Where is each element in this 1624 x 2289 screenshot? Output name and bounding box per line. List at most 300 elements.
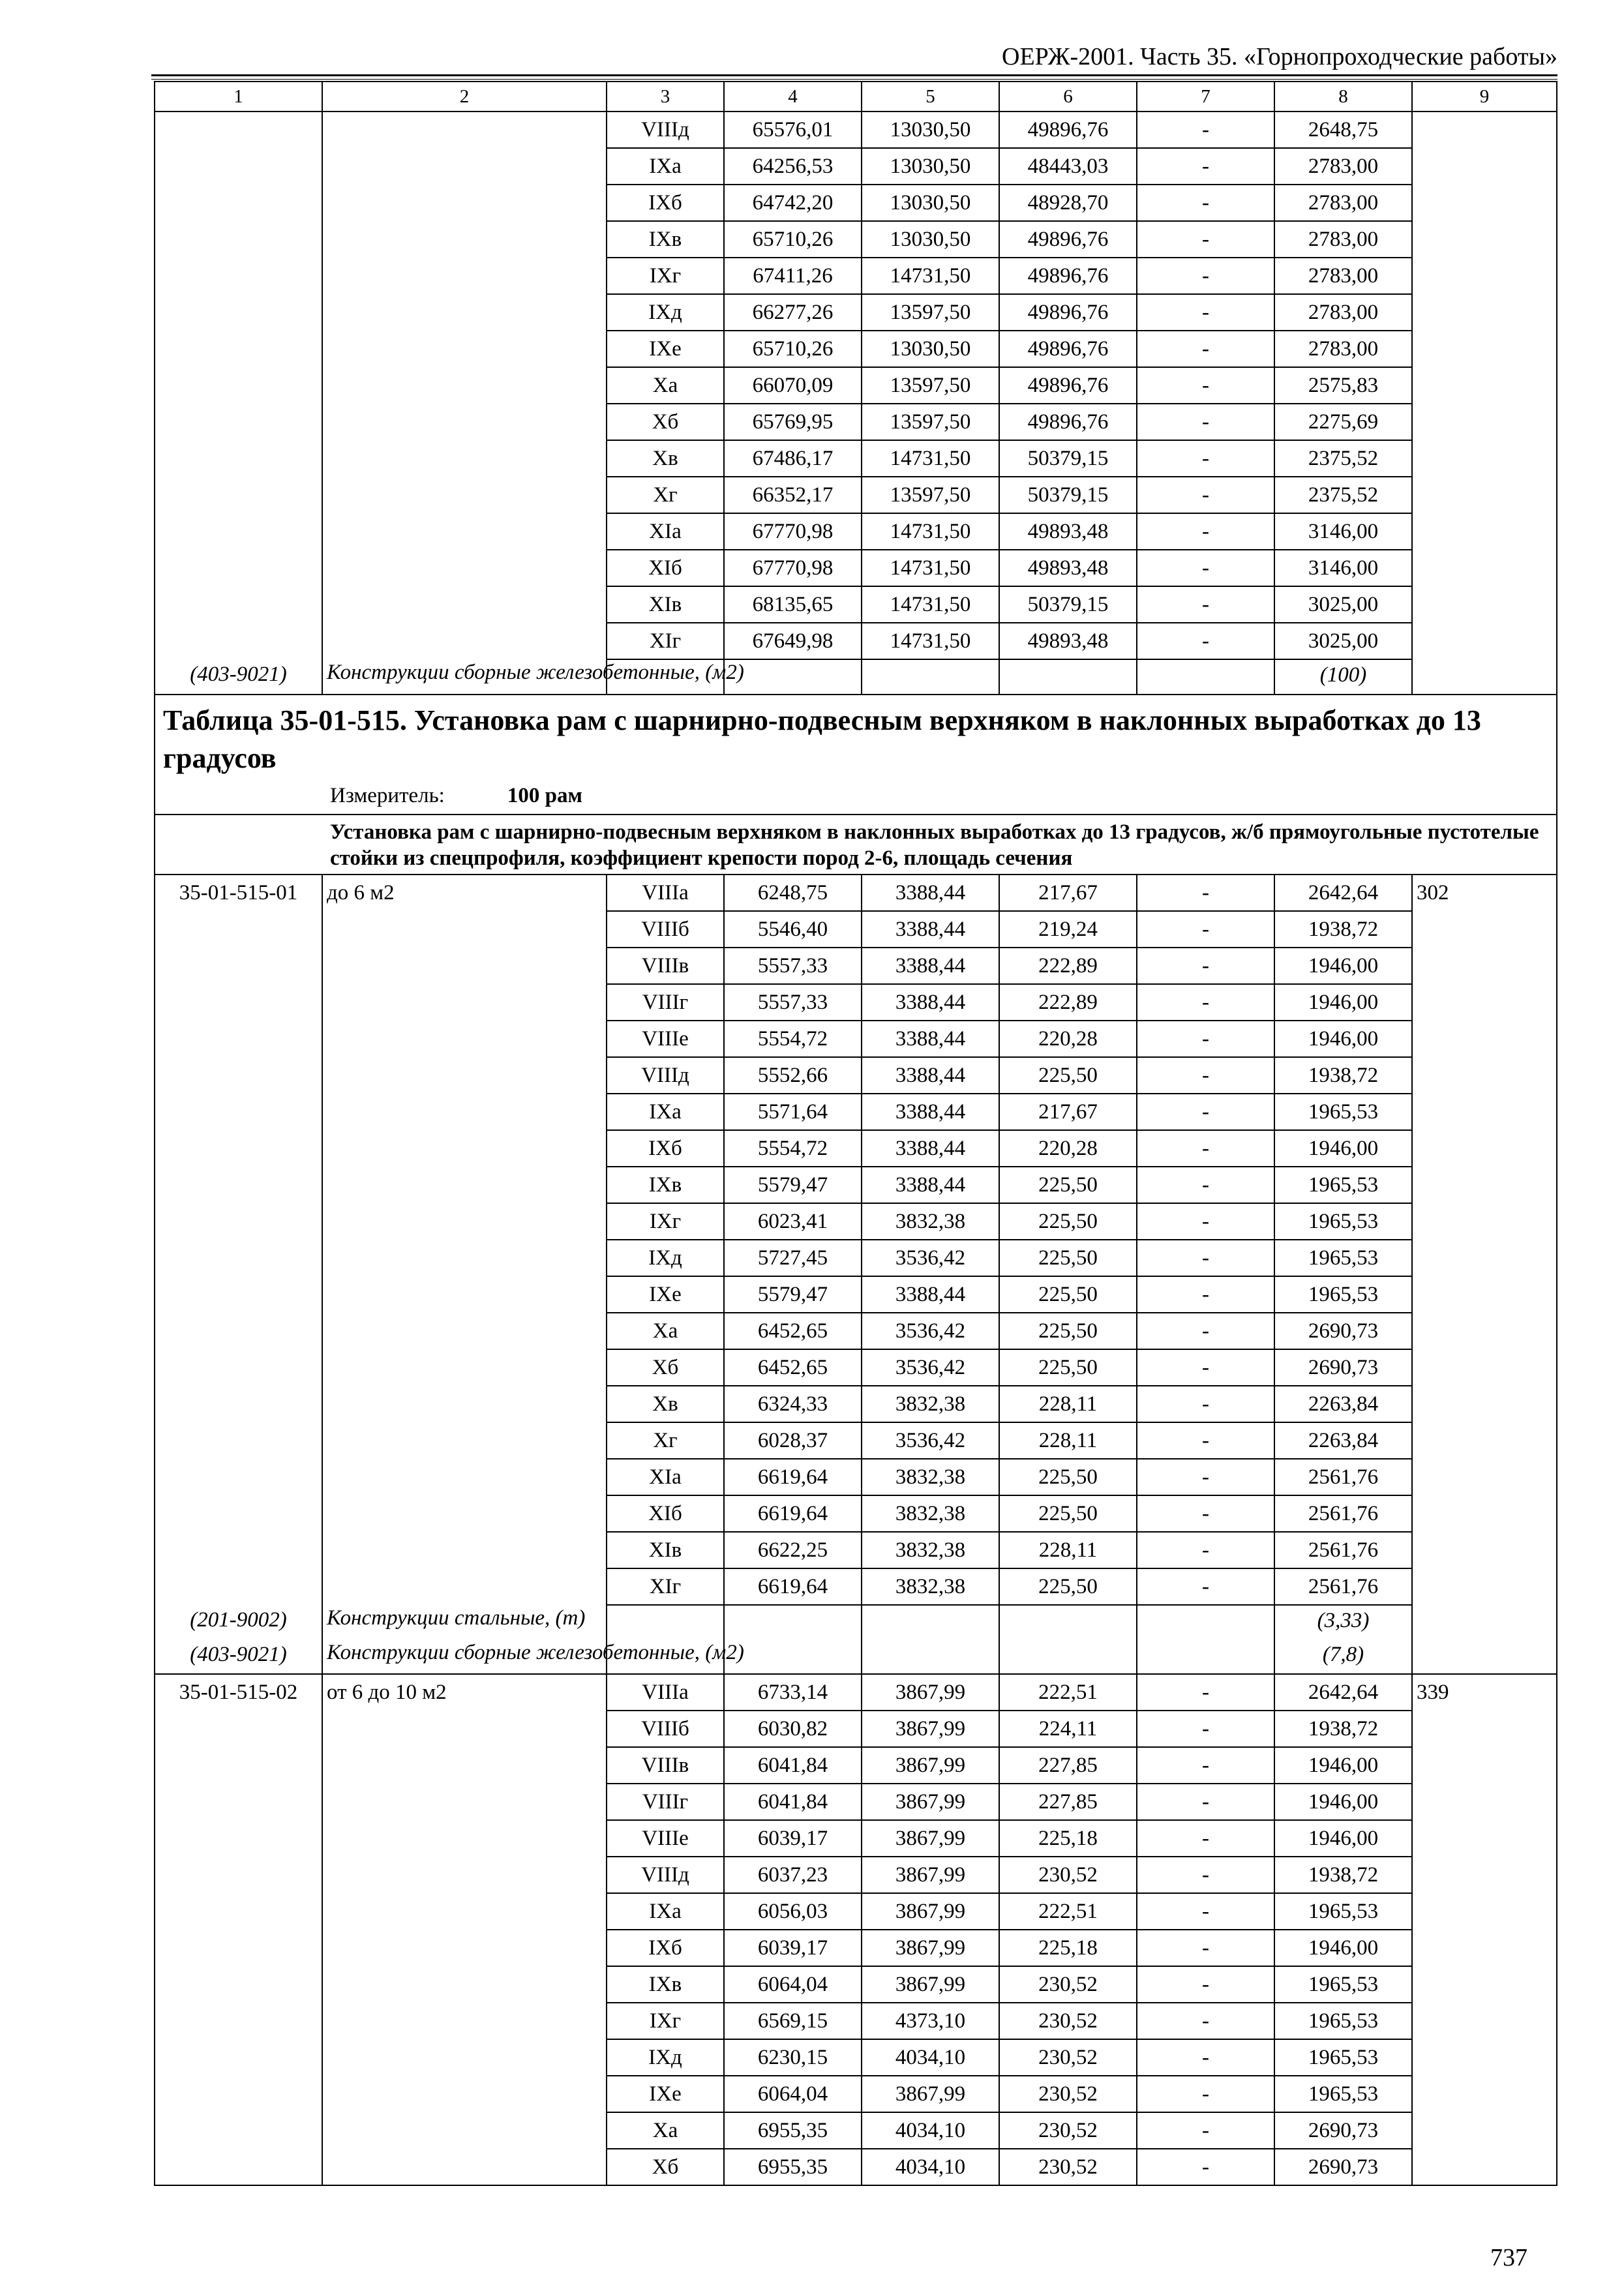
machine-cost: 230,52 — [999, 1857, 1137, 1893]
table-row — [155, 1674, 1557, 1711]
labor-cost: 3867,99 — [862, 1820, 999, 1857]
table-row — [155, 1966, 1557, 2003]
table-row — [155, 1532, 1557, 1568]
norm-code — [155, 1313, 322, 1349]
extra-value — [1412, 1094, 1557, 1130]
labor-hours: 2690,73 — [1274, 2112, 1412, 2149]
table-row — [155, 1893, 1557, 1930]
rock-category: Xв — [607, 440, 724, 477]
labor-hours: 1965,53 — [1274, 2003, 1412, 2039]
rock-category: IXв — [607, 1167, 724, 1203]
table-row — [155, 1057, 1557, 1094]
machine-cost: 220,28 — [999, 1130, 1137, 1167]
total-cost: 65576,01 — [724, 112, 862, 148]
labor-cost: 3536,42 — [862, 1422, 999, 1459]
labor-hours: 2783,00 — [1274, 185, 1412, 221]
extra-value — [1412, 1386, 1557, 1422]
table-row — [155, 1203, 1557, 1240]
machinist-wage: - — [1137, 440, 1274, 477]
machine-cost: 48928,70 — [999, 185, 1137, 221]
rock-category: XIб — [607, 550, 724, 586]
column-number: 6 — [999, 82, 1137, 112]
machine-cost: 230,52 — [999, 1966, 1137, 2003]
extra-value — [1412, 185, 1557, 221]
machinist-wage: - — [1137, 185, 1274, 221]
norm-code — [155, 948, 322, 984]
labor-hours: 2561,76 — [1274, 1568, 1412, 1605]
rock-category: XIв — [607, 1532, 724, 1568]
machinist-wage: - — [1137, 550, 1274, 586]
labor-hours: 1965,53 — [1274, 1240, 1412, 1276]
labor-hours: 1965,53 — [1274, 2076, 1412, 2112]
labor-cost: 13597,50 — [862, 367, 999, 404]
material-name: Конструкции сборные железобетонные, (м2) — [322, 1639, 607, 1674]
norm-code — [155, 1276, 322, 1313]
total-cost: 66070,09 — [724, 367, 862, 404]
total-cost: 67486,17 — [724, 440, 862, 477]
extra-value — [1412, 2076, 1557, 2112]
table-row — [155, 1820, 1557, 1857]
meter-row — [155, 777, 1557, 815]
labor-hours: 2642,64 — [1274, 875, 1412, 911]
norm-name — [322, 1422, 607, 1459]
extra-value — [1412, 1276, 1557, 1313]
column-number: 2 — [322, 82, 607, 112]
total-cost: 67411,26 — [724, 258, 862, 294]
labor-cost: 3388,44 — [862, 1276, 999, 1313]
norm-code — [155, 2112, 322, 2149]
machine-cost: 224,11 — [999, 1711, 1137, 1747]
empty-cell — [999, 1605, 1137, 1639]
empty-cell — [607, 1605, 724, 1639]
machine-cost: 225,50 — [999, 1057, 1137, 1094]
extra-value — [1412, 911, 1557, 948]
total-cost: 5579,47 — [724, 1276, 862, 1313]
table-row — [155, 1930, 1557, 1966]
labor-hours: 1946,00 — [1274, 1747, 1412, 1784]
rock-category: VIIIа — [607, 1674, 724, 1711]
header-rule — [151, 74, 1557, 76]
labor-cost: 3832,38 — [862, 1203, 999, 1240]
meter-cell — [155, 777, 1557, 815]
norm-name — [322, 404, 607, 440]
machinist-wage: - — [1137, 1313, 1274, 1349]
norm-name — [322, 2039, 607, 2076]
material-name: Конструкции сборные железобетонные, (м2) — [322, 659, 607, 695]
norm-code — [155, 586, 322, 623]
table-row — [155, 875, 1557, 911]
machine-cost: 49896,76 — [999, 112, 1137, 148]
rock-category: VIIIд — [607, 112, 724, 148]
labor-hours: 2263,84 — [1274, 1386, 1412, 1422]
labor-hours: 3025,00 — [1274, 623, 1412, 659]
table-row — [155, 294, 1557, 331]
machine-cost: 230,52 — [999, 2112, 1137, 2149]
machinist-wage: - — [1137, 1966, 1274, 2003]
norm-name: до 6 м2 — [322, 875, 607, 911]
labor-hours: 2375,52 — [1274, 477, 1412, 513]
rock-category: VIIIб — [607, 911, 724, 948]
norm-code — [155, 1893, 322, 1930]
extra-value — [1412, 148, 1557, 185]
machinist-wage: - — [1137, 367, 1274, 404]
labor-cost: 14731,50 — [862, 440, 999, 477]
empty-cell — [724, 1605, 862, 1639]
labor-hours: 1938,72 — [1274, 1857, 1412, 1893]
labor-cost: 14731,50 — [862, 258, 999, 294]
total-cost: 6619,64 — [724, 1459, 862, 1495]
table-row — [155, 221, 1557, 258]
labor-cost: 3832,38 — [862, 1532, 999, 1568]
extra-value — [1412, 513, 1557, 550]
norm-name — [322, 1276, 607, 1313]
machinist-wage: - — [1137, 1784, 1274, 1820]
total-cost: 66277,26 — [724, 294, 862, 331]
norm-name — [322, 1130, 607, 1167]
extra-value — [1412, 367, 1557, 404]
labor-hours: 1938,72 — [1274, 911, 1412, 948]
norm-code: 35-01-515-01 — [155, 875, 322, 911]
table-row — [155, 2039, 1557, 2076]
norm-name — [322, 1459, 607, 1495]
extra-value — [1412, 1459, 1557, 1495]
table-row — [155, 185, 1557, 221]
rock-category: IXг — [607, 1203, 724, 1240]
norm-code — [155, 331, 322, 367]
material-qty: (100) — [1274, 659, 1412, 695]
rock-category: XIа — [607, 1459, 724, 1495]
table-row — [155, 1459, 1557, 1495]
labor-cost: 14731,50 — [862, 513, 999, 550]
empty-cell — [999, 659, 1137, 695]
column-number: 9 — [1412, 82, 1557, 112]
extra-value — [1412, 1203, 1557, 1240]
extra-value — [1412, 1966, 1557, 2003]
labor-cost: 3388,44 — [862, 1057, 999, 1094]
labor-hours: 2783,00 — [1274, 258, 1412, 294]
machinist-wage: - — [1137, 2076, 1274, 2112]
machine-cost: 49896,76 — [999, 294, 1137, 331]
norm-name — [322, 984, 607, 1021]
labor-hours: 2690,73 — [1274, 1349, 1412, 1386]
total-cost: 5557,33 — [724, 984, 862, 1021]
table-row — [155, 1276, 1557, 1313]
material-row — [155, 1605, 1557, 1639]
norm-name — [322, 2112, 607, 2149]
empty-cell — [724, 1639, 862, 1674]
extra-value — [1412, 948, 1557, 984]
labor-hours: 2561,76 — [1274, 1532, 1412, 1568]
norm-code — [155, 2149, 322, 2185]
rock-category: IXа — [607, 1094, 724, 1130]
extra-value — [1412, 2149, 1557, 2185]
rock-category: IXд — [607, 294, 724, 331]
extra-value — [1412, 1021, 1557, 1057]
machine-cost: 225,50 — [999, 1459, 1137, 1495]
total-cost: 6452,65 — [724, 1313, 862, 1349]
rock-category: Xг — [607, 477, 724, 513]
material-code: (201-9002) — [155, 1605, 322, 1639]
extra-value — [1412, 1747, 1557, 1784]
labor-cost: 13030,50 — [862, 112, 999, 148]
machinist-wage: - — [1137, 1130, 1274, 1167]
table-row — [155, 1568, 1557, 1605]
material-name: Конструкции стальные, (т) — [322, 1605, 607, 1639]
extra-value — [1412, 1057, 1557, 1094]
machinist-wage: - — [1137, 477, 1274, 513]
table-row — [155, 1386, 1557, 1422]
norm-name — [322, 1349, 607, 1386]
meter-label: Измеритель: — [330, 784, 445, 807]
rock-category: IXд — [607, 1240, 724, 1276]
norm-code — [155, 1930, 322, 1966]
machine-cost: 230,52 — [999, 2149, 1137, 2185]
column-number: 7 — [1137, 82, 1274, 112]
machine-cost: 225,50 — [999, 1349, 1137, 1386]
labor-hours: 2375,52 — [1274, 440, 1412, 477]
labor-hours: 2783,00 — [1274, 294, 1412, 331]
norm-code — [155, 258, 322, 294]
total-cost: 6248,75 — [724, 875, 862, 911]
norm-name — [322, 1532, 607, 1568]
norm-name — [322, 550, 607, 586]
rock-category: XIа — [607, 513, 724, 550]
material-row — [155, 659, 1557, 695]
table-row — [155, 1711, 1557, 1747]
machinist-wage: - — [1137, 1057, 1274, 1094]
total-cost: 5571,64 — [724, 1094, 862, 1130]
extra-value — [1412, 1857, 1557, 1893]
rock-category: IXб — [607, 1130, 724, 1167]
column-number: 1 — [155, 82, 322, 112]
labor-cost: 3867,99 — [862, 1747, 999, 1784]
machine-cost: 49896,76 — [999, 221, 1137, 258]
machinist-wage: - — [1137, 2003, 1274, 2039]
machinist-wage: - — [1137, 911, 1274, 948]
machinist-wage: - — [1137, 1240, 1274, 1276]
norm-name — [322, 258, 607, 294]
machinist-wage: - — [1137, 984, 1274, 1021]
table-row — [155, 2076, 1557, 2112]
norm-code — [155, 1711, 322, 1747]
labor-cost: 13030,50 — [862, 185, 999, 221]
norm-name — [322, 367, 607, 404]
empty-cell — [1412, 1639, 1557, 1674]
labor-cost: 4034,10 — [862, 2149, 999, 2185]
labor-hours: 2642,64 — [1274, 1674, 1412, 1711]
labor-hours: 2275,69 — [1274, 404, 1412, 440]
extra-value — [1412, 1495, 1557, 1532]
norm-name — [322, 1568, 607, 1605]
labor-cost: 3388,44 — [862, 911, 999, 948]
norm-code — [155, 1057, 322, 1094]
extra-value — [1412, 112, 1557, 148]
rock-category: XIв — [607, 586, 724, 623]
rock-category: VIIIв — [607, 1747, 724, 1784]
total-cost: 6955,35 — [724, 2149, 862, 2185]
machine-cost: 225,50 — [999, 1568, 1137, 1605]
labor-cost: 3867,99 — [862, 1784, 999, 1820]
empty-cell — [1137, 1605, 1274, 1639]
total-cost: 6056,03 — [724, 1893, 862, 1930]
machine-cost: 225,50 — [999, 1203, 1137, 1240]
rock-category: VIIIд — [607, 1857, 724, 1893]
total-cost: 5554,72 — [724, 1130, 862, 1167]
work-description-row — [155, 815, 1557, 875]
table-row — [155, 440, 1557, 477]
norm-name — [322, 440, 607, 477]
machinist-wage: - — [1137, 1021, 1274, 1057]
labor-cost: 3536,42 — [862, 1313, 999, 1349]
labor-cost: 4034,10 — [862, 2112, 999, 2149]
table-row — [155, 331, 1557, 367]
rock-category: IXв — [607, 1966, 724, 2003]
rock-category: VIIIа — [607, 875, 724, 911]
labor-hours: 1946,00 — [1274, 984, 1412, 1021]
norm-name — [322, 294, 607, 331]
total-cost: 6230,15 — [724, 2039, 862, 2076]
machine-cost: 49893,48 — [999, 550, 1137, 586]
material-code: (403-9021) — [155, 1639, 322, 1674]
material-code: (403-9021) — [155, 659, 322, 695]
norm-name — [322, 2076, 607, 2112]
norm-name — [322, 1021, 607, 1057]
table-row — [155, 2149, 1557, 2185]
empty-cell — [1412, 1605, 1557, 1639]
total-cost: 6955,35 — [724, 2112, 862, 2149]
extra-value — [1412, 1711, 1557, 1747]
norm-name — [322, 1167, 607, 1203]
table-row — [155, 477, 1557, 513]
machine-cost: 225,50 — [999, 1240, 1137, 1276]
extra-value — [1412, 294, 1557, 331]
machine-cost: 49896,76 — [999, 331, 1137, 367]
table-row — [155, 1167, 1557, 1203]
machine-cost: 217,67 — [999, 1094, 1137, 1130]
table-row — [155, 1857, 1557, 1893]
machinist-wage: - — [1137, 1711, 1274, 1747]
labor-hours: 2690,73 — [1274, 1313, 1412, 1349]
norm-name — [322, 331, 607, 367]
rock-category: VIIIв — [607, 948, 724, 984]
column-number-row — [155, 82, 1557, 112]
table-row — [155, 1094, 1557, 1130]
machine-cost: 49896,76 — [999, 404, 1137, 440]
total-cost: 67649,98 — [724, 623, 862, 659]
rock-category: Xа — [607, 367, 724, 404]
labor-cost: 3867,99 — [862, 1857, 999, 1893]
rock-category: Xг — [607, 1422, 724, 1459]
table-row — [155, 1495, 1557, 1532]
labor-cost: 3867,99 — [862, 1893, 999, 1930]
machinist-wage: - — [1137, 1422, 1274, 1459]
material-qty: (3,33) — [1274, 1605, 1412, 1639]
extra-value — [1412, 404, 1557, 440]
machine-cost: 49893,48 — [999, 513, 1137, 550]
norm-code — [155, 623, 322, 659]
machine-cost: 228,11 — [999, 1386, 1137, 1422]
table-title: Таблица 35-01-515. Установка рам с шарнирно-подвесным верхняком в наклонных выработках до 13 градусов — [155, 695, 1557, 777]
column-number: 8 — [1274, 82, 1412, 112]
labor-cost: 3388,44 — [862, 1130, 999, 1167]
total-cost: 5546,40 — [724, 911, 862, 948]
machinist-wage: - — [1137, 1276, 1274, 1313]
norm-code — [155, 1167, 322, 1203]
machinist-wage: - — [1137, 2039, 1274, 2076]
norm-code — [155, 2003, 322, 2039]
norm-code — [155, 1966, 322, 2003]
norm-code — [155, 1386, 322, 1422]
rock-category: IXа — [607, 148, 724, 185]
norm-code — [155, 984, 322, 1021]
machinist-wage: - — [1137, 623, 1274, 659]
norm-name: от 6 до 10 м2 — [322, 1674, 607, 1711]
machinist-wage: - — [1137, 1495, 1274, 1532]
labor-hours: 2783,00 — [1274, 331, 1412, 367]
total-cost: 5554,72 — [724, 1021, 862, 1057]
norm-name — [322, 185, 607, 221]
machinist-wage: - — [1137, 1857, 1274, 1893]
norm-code — [155, 1820, 322, 1857]
norms-table — [154, 81, 1557, 2186]
labor-hours: 2561,76 — [1274, 1459, 1412, 1495]
norm-name — [322, 1966, 607, 2003]
machine-cost: 220,28 — [999, 1021, 1137, 1057]
norm-name — [322, 477, 607, 513]
machinist-wage: - — [1137, 1930, 1274, 1966]
extra-value — [1412, 331, 1557, 367]
norm-code — [155, 221, 322, 258]
labor-hours: 1946,00 — [1274, 1930, 1412, 1966]
machine-cost: 228,11 — [999, 1422, 1137, 1459]
extra-value — [1412, 1313, 1557, 1349]
labor-hours: 1946,00 — [1274, 948, 1412, 984]
machine-cost: 49896,76 — [999, 258, 1137, 294]
norm-code — [155, 2039, 322, 2076]
machine-cost: 49896,76 — [999, 367, 1137, 404]
machinist-wage: - — [1137, 1094, 1274, 1130]
labor-cost: 3832,38 — [862, 1568, 999, 1605]
rock-category: XIб — [607, 1495, 724, 1532]
empty-cell — [862, 1639, 999, 1674]
total-cost: 6039,17 — [724, 1820, 862, 1857]
machinist-wage: - — [1137, 948, 1274, 984]
labor-hours: 1946,00 — [1274, 1021, 1412, 1057]
table-row — [155, 911, 1557, 948]
material-row — [155, 1639, 1557, 1674]
norm-code — [155, 1568, 322, 1605]
rock-category: VIIIе — [607, 1021, 724, 1057]
norm-name — [322, 221, 607, 258]
total-cost: 6569,15 — [724, 2003, 862, 2039]
extra-value: 339 — [1412, 1674, 1557, 1711]
norm-code — [155, 367, 322, 404]
rock-category: VIIIб — [607, 1711, 724, 1747]
rock-category: XIг — [607, 1568, 724, 1605]
norm-name — [322, 948, 607, 984]
work-description-cell — [155, 815, 1557, 875]
machinist-wage: - — [1137, 148, 1274, 185]
header-rule-thin — [151, 79, 1557, 80]
empty-cell — [724, 659, 862, 695]
norm-name — [322, 623, 607, 659]
total-cost: 6619,64 — [724, 1568, 862, 1605]
total-cost: 6064,04 — [724, 2076, 862, 2112]
labor-cost: 13597,50 — [862, 477, 999, 513]
total-cost: 67770,98 — [724, 550, 862, 586]
rock-category: Xб — [607, 1349, 724, 1386]
machinist-wage: - — [1137, 1167, 1274, 1203]
